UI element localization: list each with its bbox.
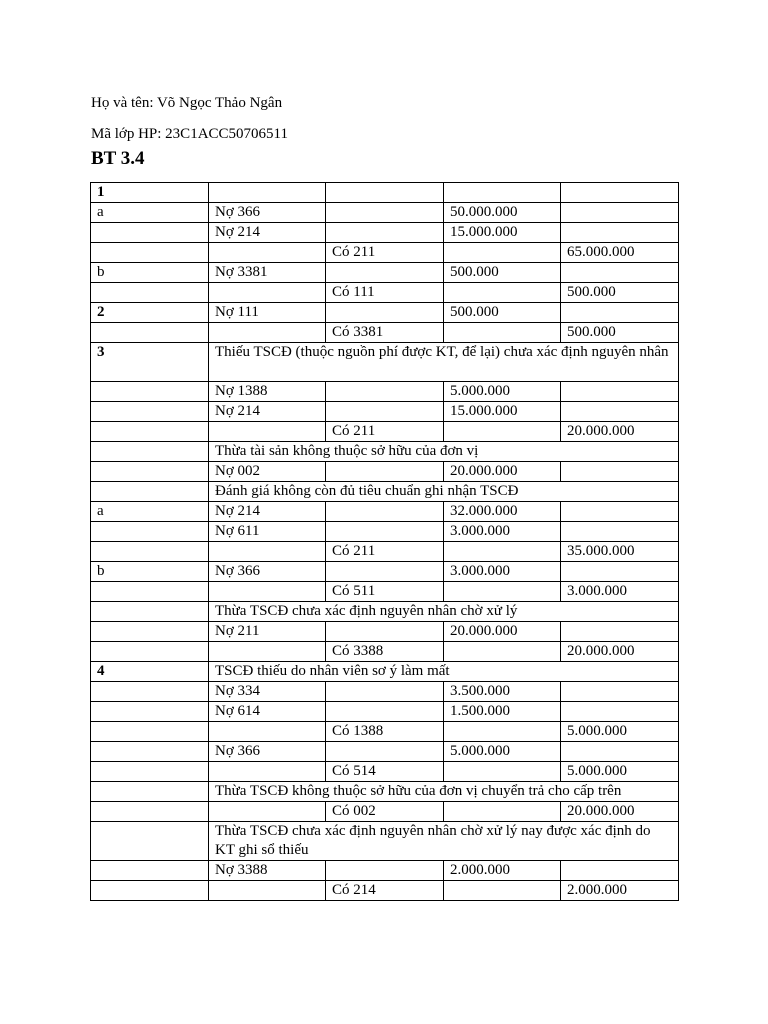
credit-account-cell — [326, 382, 444, 402]
credit-amount-cell: 20.000.000 — [561, 802, 679, 822]
credit-account-cell: Có 511 — [326, 582, 444, 602]
table-row — [91, 502, 679, 522]
debit-account-cell: Nợ 214 — [209, 223, 326, 243]
item-label-cell: a — [91, 502, 209, 522]
table-row — [91, 562, 679, 582]
item-label-cell — [91, 482, 209, 502]
credit-account-cell: Có 211 — [326, 542, 444, 562]
credit-amount-cell: 35.000.000 — [561, 542, 679, 562]
debit-amount-cell: 500.000 — [444, 303, 561, 323]
debit-account-cell: Nợ 334 — [209, 682, 326, 702]
credit-amount-cell — [561, 861, 679, 881]
table-note-row — [91, 482, 679, 502]
description-cell: Thừa TSCĐ chưa xác định nguyên nhân chờ xử lý nay được xác định do KT ghi sổ thiếu — [209, 822, 679, 861]
debit-amount-cell: 2.000.000 — [444, 861, 561, 881]
credit-account-cell — [326, 562, 444, 582]
debit-account-cell: Nợ 1388 — [209, 382, 326, 402]
item-label-cell — [91, 861, 209, 881]
description-cell: Thiếu TSCĐ (thuộc nguồn phí được KT, để lại) chưa xác định nguyên nhân — [209, 343, 679, 382]
item-label-cell — [91, 822, 209, 861]
item-label-cell: 1 — [91, 183, 209, 203]
credit-amount-cell — [561, 742, 679, 762]
debit-account-cell — [209, 802, 326, 822]
credit-account-cell: Có 111 — [326, 283, 444, 303]
credit-amount-cell: 500.000 — [561, 323, 679, 343]
credit-amount-cell: 65.000.000 — [561, 243, 679, 263]
item-label-cell: a — [91, 203, 209, 223]
debit-account-cell — [209, 542, 326, 562]
debit-account-cell — [209, 762, 326, 782]
debit-amount-cell: 15.000.000 — [444, 402, 561, 422]
debit-account-cell: Nợ 002 — [209, 462, 326, 482]
credit-amount-cell — [561, 702, 679, 722]
credit-account-cell — [326, 702, 444, 722]
debit-account-cell — [209, 283, 326, 303]
table-note-row — [91, 782, 679, 802]
credit-amount-cell: 20.000.000 — [561, 642, 679, 662]
journal-entries-table — [90, 182, 679, 901]
table-row — [91, 223, 679, 243]
table-row — [91, 303, 679, 323]
table-row — [91, 263, 679, 283]
credit-account-cell — [326, 682, 444, 702]
description-cell: Thừa TSCĐ không thuộc sở hữu của đơn vị chuyển trả cho cấp trên — [209, 782, 679, 802]
table-row — [91, 243, 679, 263]
table-row — [91, 642, 679, 662]
item-label-cell — [91, 522, 209, 542]
debit-amount-cell — [444, 422, 561, 442]
debit-amount-cell: 500.000 — [444, 263, 561, 283]
table-row — [91, 622, 679, 642]
debit-account-cell — [209, 422, 326, 442]
table-note-row — [91, 662, 679, 682]
debit-account-cell: Nợ 366 — [209, 203, 326, 223]
credit-account-cell — [326, 742, 444, 762]
credit-amount-cell — [561, 263, 679, 283]
item-label-cell — [91, 323, 209, 343]
debit-account-cell — [209, 582, 326, 602]
debit-account-cell — [209, 323, 326, 343]
credit-account-cell: Có 1388 — [326, 722, 444, 742]
table-row — [91, 422, 679, 442]
item-label-cell — [91, 243, 209, 263]
item-label-cell — [91, 223, 209, 243]
item-label-cell — [91, 622, 209, 642]
credit-amount-cell: 500.000 — [561, 283, 679, 303]
debit-account-cell: Nợ 214 — [209, 402, 326, 422]
item-label-cell: 3 — [91, 343, 209, 382]
item-label-cell — [91, 462, 209, 482]
credit-amount-cell — [561, 183, 679, 203]
debit-amount-cell: 20.000.000 — [444, 462, 561, 482]
table-row — [91, 762, 679, 782]
credit-account-cell — [326, 861, 444, 881]
item-label-cell — [91, 702, 209, 722]
credit-amount-cell — [561, 402, 679, 422]
debit-amount-cell — [444, 642, 561, 662]
table-row — [91, 402, 679, 422]
debit-account-cell: Nợ 3388 — [209, 861, 326, 881]
credit-account-cell: Có 514 — [326, 762, 444, 782]
item-label-cell — [91, 382, 209, 402]
table-row — [91, 742, 679, 762]
debit-amount-cell: 20.000.000 — [444, 622, 561, 642]
table-note-row — [91, 442, 679, 462]
credit-amount-cell — [561, 382, 679, 402]
debit-account-cell: Nợ 111 — [209, 303, 326, 323]
item-label-cell — [91, 283, 209, 303]
debit-amount-cell — [444, 323, 561, 343]
item-label-cell — [91, 762, 209, 782]
debit-account-cell: Nợ 366 — [209, 742, 326, 762]
credit-account-cell: Có 211 — [326, 243, 444, 263]
item-label-cell — [91, 742, 209, 762]
credit-account-cell: Có 3381 — [326, 323, 444, 343]
item-label-cell — [91, 802, 209, 822]
table-row — [91, 323, 679, 343]
description-cell: Đánh giá không còn đủ tiêu chuẩn ghi nhận TSCĐ — [209, 482, 679, 502]
debit-amount-cell — [444, 243, 561, 263]
item-label-cell — [91, 602, 209, 622]
journal-entries-body — [91, 183, 679, 901]
credit-amount-cell — [561, 502, 679, 522]
debit-amount-cell — [444, 283, 561, 303]
credit-amount-cell: 5.000.000 — [561, 762, 679, 782]
item-label-cell — [91, 442, 209, 462]
credit-account-cell: Có 214 — [326, 881, 444, 901]
description-cell: Thừa tài sản không thuộc sở hữu của đơn vị — [209, 442, 679, 462]
description-cell: Thừa TSCĐ chưa xác định nguyên nhân chờ xử lý — [209, 602, 679, 622]
table-row — [91, 203, 679, 223]
table-row — [91, 382, 679, 402]
item-label-cell: b — [91, 562, 209, 582]
credit-amount-cell — [561, 462, 679, 482]
table-row — [91, 802, 679, 822]
item-label-cell — [91, 722, 209, 742]
item-label-cell — [91, 582, 209, 602]
credit-amount-cell — [561, 203, 679, 223]
debit-amount-cell — [444, 802, 561, 822]
item-label-cell — [91, 402, 209, 422]
debit-amount-cell: 5.000.000 — [444, 742, 561, 762]
debit-amount-cell: 3.000.000 — [444, 522, 561, 542]
credit-amount-cell: 20.000.000 — [561, 422, 679, 442]
credit-amount-cell: 5.000.000 — [561, 722, 679, 742]
debit-amount-cell — [444, 762, 561, 782]
credit-account-cell — [326, 402, 444, 422]
table-note-row — [91, 343, 679, 382]
credit-account-cell — [326, 263, 444, 283]
table-row — [91, 722, 679, 742]
exercise-title: BT 3.4 — [91, 148, 145, 169]
credit-account-cell: Có 211 — [326, 422, 444, 442]
credit-account-cell: Có 002 — [326, 802, 444, 822]
debit-account-cell: Nợ 366 — [209, 562, 326, 582]
item-label-cell — [91, 542, 209, 562]
credit-account-cell: Có 3388 — [326, 642, 444, 662]
debit-account-cell: Nợ 614 — [209, 702, 326, 722]
debit-account-cell — [209, 642, 326, 662]
credit-amount-cell — [561, 303, 679, 323]
credit-account-cell — [326, 183, 444, 203]
credit-amount-cell: 2.000.000 — [561, 881, 679, 901]
debit-amount-cell: 32.000.000 — [444, 502, 561, 522]
debit-account-cell: Nợ 214 — [209, 502, 326, 522]
debit-amount-cell: 50.000.000 — [444, 203, 561, 223]
credit-amount-cell: 3.000.000 — [561, 582, 679, 602]
item-label-cell — [91, 642, 209, 662]
credit-amount-cell — [561, 682, 679, 702]
credit-account-cell — [326, 462, 444, 482]
table-row — [91, 542, 679, 562]
debit-amount-cell: 1.500.000 — [444, 702, 561, 722]
debit-amount-cell — [444, 542, 561, 562]
debit-amount-cell — [444, 183, 561, 203]
debit-amount-cell: 3.000.000 — [444, 562, 561, 582]
credit-account-cell — [326, 502, 444, 522]
credit-amount-cell — [561, 223, 679, 243]
debit-amount-cell — [444, 881, 561, 901]
credit-account-cell — [326, 303, 444, 323]
table-row — [91, 702, 679, 722]
table-row — [91, 283, 679, 303]
debit-account-cell: Nợ 3381 — [209, 263, 326, 283]
debit-account-cell: Nợ 211 — [209, 622, 326, 642]
credit-account-cell — [326, 203, 444, 223]
table-row — [91, 462, 679, 482]
item-label-cell — [91, 782, 209, 802]
credit-amount-cell — [561, 562, 679, 582]
credit-amount-cell — [561, 522, 679, 542]
table-row — [91, 582, 679, 602]
debit-account-cell — [209, 243, 326, 263]
item-label-cell: 2 — [91, 303, 209, 323]
table-note-row — [91, 822, 679, 861]
class-code-line: Mã lớp HP: 23C1ACC50706511 — [91, 126, 288, 142]
item-label-cell: 4 — [91, 662, 209, 682]
item-label-cell — [91, 881, 209, 901]
item-label-cell — [91, 422, 209, 442]
credit-account-cell — [326, 223, 444, 243]
debit-amount-cell: 5.000.000 — [444, 382, 561, 402]
table-row — [91, 682, 679, 702]
credit-account-cell — [326, 622, 444, 642]
debit-amount-cell — [444, 722, 561, 742]
student-name-line: Họ và tên: Võ Ngọc Thảo Ngân — [91, 95, 283, 111]
debit-amount-cell: 3.500.000 — [444, 682, 561, 702]
table-row — [91, 881, 679, 901]
debit-account-cell — [209, 183, 326, 203]
item-label-cell: b — [91, 263, 209, 283]
table-row — [91, 522, 679, 542]
table-row — [91, 183, 679, 203]
description-cell: TSCĐ thiếu do nhân viên sơ ý làm mất — [209, 662, 679, 682]
item-label-cell — [91, 682, 209, 702]
debit-amount-cell: 15.000.000 — [444, 223, 561, 243]
table-note-row — [91, 602, 679, 622]
debit-account-cell — [209, 722, 326, 742]
credit-amount-cell — [561, 622, 679, 642]
credit-account-cell — [326, 522, 444, 542]
debit-account-cell: Nợ 611 — [209, 522, 326, 542]
debit-account-cell — [209, 881, 326, 901]
table-row — [91, 861, 679, 881]
debit-amount-cell — [444, 582, 561, 602]
